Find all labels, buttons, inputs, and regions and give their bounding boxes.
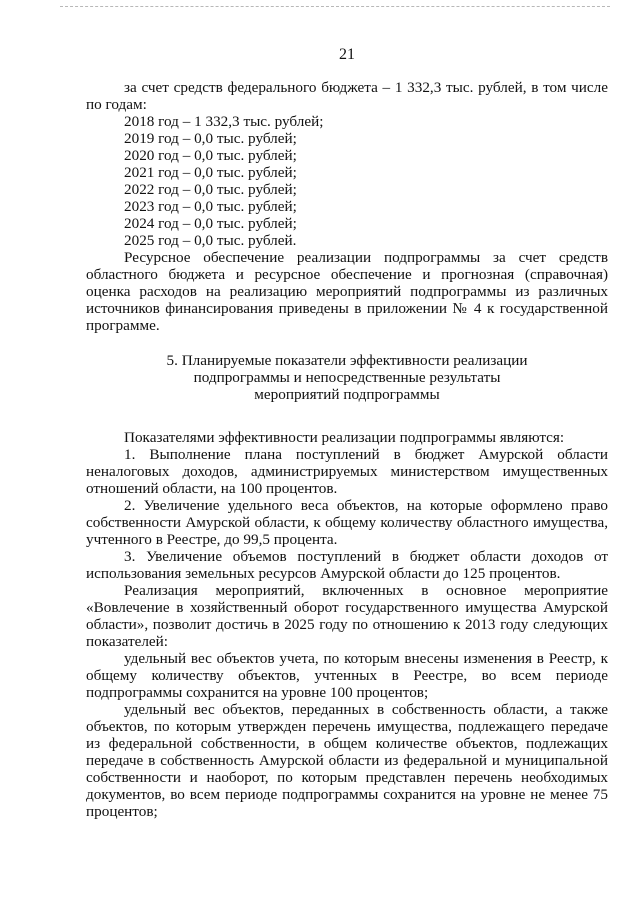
section-heading-line: 5. Планируемые показатели эффективности реализации bbox=[166, 352, 528, 369]
year-funding-item: 2021 год – 0,0 тыс. рублей; bbox=[124, 164, 297, 181]
funding-intro: за счет средств федерального бюджета – 1 332,3 тыс. рублей, в том числе по годам: bbox=[86, 79, 608, 113]
indicator-item: 3. Увеличение объемов поступлений в бюджет области доходов от использования земельных ресурсов Амурской области до 125 процентов. bbox=[86, 548, 608, 582]
year-funding-item: 2018 год – 1 332,3 тыс. рублей; bbox=[124, 113, 324, 130]
section-heading-line: мероприятий подпрограммы bbox=[254, 386, 440, 403]
resource-paragraph: Ресурсное обеспечение реализации подпрограммы за счет средств областного бюджета и ресурсное обеспечение и прогнозная (справочная) оценка расходов на реализацию мероприятий подпрограммы из различных источников финансирования приведены в приложении № 4 к государственной программе. bbox=[86, 249, 608, 334]
year-funding-item: 2020 год – 0,0 тыс. рублей; bbox=[124, 147, 297, 164]
page-number: 21 bbox=[339, 46, 355, 63]
indicator-item: 1. Выполнение плана поступлений в бюджет Амурской области неналоговых доходов, администрируемых министерством имущественных отношений области, на 100 процентов. bbox=[86, 446, 608, 497]
document-body bbox=[86, 79, 608, 820]
year-funding-item: 2019 год – 0,0 тыс. рублей; bbox=[124, 130, 297, 147]
year-funding-item: 2024 год – 0,0 тыс. рублей; bbox=[124, 215, 297, 232]
indicator-item: 2. Увеличение удельного веса объектов, на которые оформлено право собственности Амурской области, к общему количеству областного имущества, учтенного в Реестре, до 99,5 процента. bbox=[86, 497, 608, 548]
indicators-intro: Показателями эффективности реализации подпрограммы являются: bbox=[124, 429, 565, 446]
year-funding-item: 2025 год – 0,0 тыс. рублей. bbox=[124, 232, 297, 249]
section-heading-line: подпрограммы и непосредственные результаты bbox=[193, 369, 501, 386]
year-funding-item: 2023 год – 0,0 тыс. рублей; bbox=[124, 198, 297, 215]
result-item: удельный вес объектов, переданных в собственность области, а также объектов, по которым утвержден перечень имущества, подлежащего передаче из федеральной собственности, в общем количестве объектов, подлежащих передаче в собственность Амурской области из федеральной и муниципальной собственности и наоборот, по которым представлен перечень необходимых документов, во всем периоде подпрограммы сохранится на уровне не менее 75 процентов; bbox=[86, 701, 608, 820]
year-funding-item: 2022 год – 0,0 тыс. рублей; bbox=[124, 181, 297, 198]
year-funding-list bbox=[86, 113, 608, 249]
section-heading bbox=[86, 352, 608, 403]
realization-paragraph: Реализация мероприятий, включенных в основное мероприятие «Вовлечение в хозяйственный оборот государственного имущества Амурской области», позволит достичь в 2025 году по отношению к 2013 году следующих показателей: bbox=[86, 582, 608, 650]
top-scan-edge bbox=[60, 6, 610, 7]
result-item: удельный вес объектов учета, по которым внесены изменения в Реестр, к общему количеству объектов, учтенных в Реестре, во всем периоде подпрограммы сохранится на уровне 100 процентов; bbox=[86, 650, 608, 701]
spacer bbox=[86, 421, 608, 429]
